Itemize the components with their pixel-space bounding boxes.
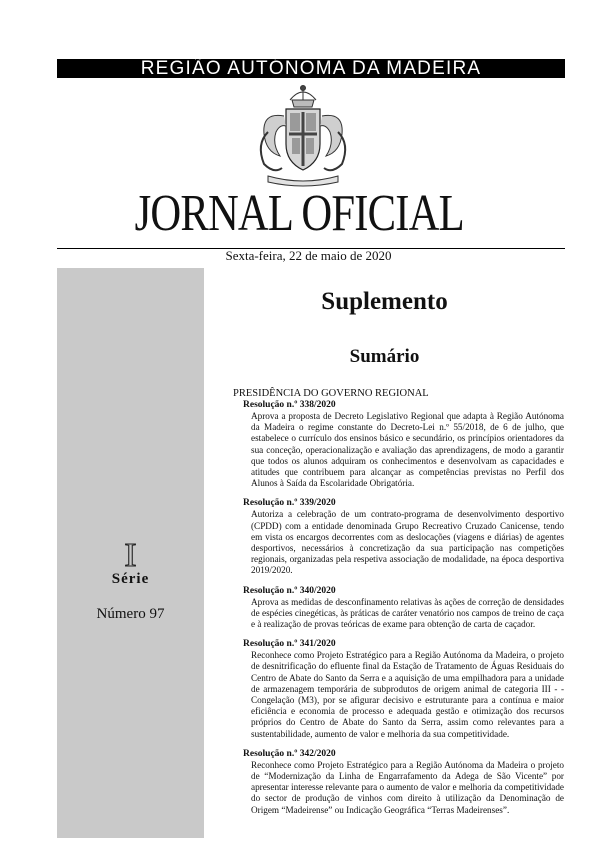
issue-number: Número 97 — [96, 606, 165, 622]
summary-entry — [243, 639, 564, 740]
summary-entry — [243, 749, 564, 816]
publication-date: Sexta-feira, 22 de maio de 2020 — [225, 248, 392, 263]
serie-number: I — [124, 537, 137, 574]
summary-heading: Sumário — [349, 346, 420, 367]
serie-label: Série — [111, 571, 150, 587]
section-heading: PRESIDÊNCIA DO GOVERNO REGIONAL — [233, 388, 429, 399]
entry-text: Reconhece como Projeto Estratégico para a Região Autónoma da Madeira o projeto de “Modernização da Linha de Engarrafamento da Adega de São Vicente” por apresentar interesse relevante para o aumento de valor e melhoria da competitividade do sector de produção de vinhos com direito à utilização da Denominação de Origem “Madeirense” ou Indicação Geográfica “Terras Madeirenses”. — [251, 759, 564, 815]
supplement-heading: Suplemento — [321, 288, 448, 315]
entry-title[interactable]: Resolução n.º 341/2020 — [243, 639, 336, 650]
summary-entry — [243, 400, 564, 489]
sidebar-panel — [57, 268, 204, 838]
summary-content — [233, 388, 564, 825]
region-banner: REGIÃO AUTÓNOMA DA MADEIRA — [57, 59, 565, 78]
entry-title[interactable]: Resolução n.º 340/2020 — [243, 585, 336, 596]
summary-entry — [243, 586, 564, 631]
entry-title[interactable]: Resolução n.º 338/2020 — [243, 400, 336, 410]
entry-text: Autoriza a celebração de um contrato-programa de desenvolvimento desportivo (CPDD) com a entidade denominada Grupo Recreativo Cruzado Canicense, tendo em vista os encargos decorrentes com as deslocações (viagens e diárias) de agentes desportivos, necessários à concretização da sua participação nas competições regionais, organizadas pela respetiva associação de modalidade, na época desportiva 2019/2020. — [251, 509, 564, 576]
summary-entry — [243, 498, 564, 576]
journal-title: JORNAL OFICIAL — [134, 185, 464, 242]
entry-title[interactable]: Resolução n.º 339/2020 — [243, 498, 336, 509]
madeira-coat-of-arms-icon — [250, 82, 356, 190]
entry-title[interactable]: Resolução n.º 342/2020 — [243, 748, 336, 759]
entry-text: Aprova a proposta de Decreto Legislativo Regional que adapta à Região Autónoma da Madeira o regime constante do Decreto-Lei n.º 55/2018, de 6 de julho, que estabelece o currículo dos ensinos básico e secundário, os princípios orientadores da sua conceção, operacionalização e avaliação das aprendizagens, de modo a garantir que todos os alunos adquiram os conhecimentos e desenvolvam as capacidades e atitudes que contribuem para alcançar as competências previstas no Perfil dos Alunos à Saída da Escolaridade Obrigatória. — [251, 411, 564, 489]
entry-text: Aprova as medidas de desconfinamento relativas às ações de correção de densidades de espécies cinegéticas, às práticas de caráter venatório nos campos de treino de caça e à realização de provas teóricas de exame para obtenção de carta de caçador. — [251, 596, 564, 630]
entry-text: Reconhece como Projeto Estratégico para a Região Autónoma da Madeira, o projeto de desnitrificação do efluente final da Estação de Tratamento de Águas Residuais do Centro de Abate do Santo da Serra e a aquisição de uma empilhadora para a unidade de armazenagem temporária de subprodutos de origem animal de categoria III - - Congelação (M3), por se afigurar decisivo e estruturante para a contínua e maior eficiência e economia de processo e adequada gestão e otimização dos recursos próprios do Centro de Abate do Santo da Serra, assim como relevantes para a sustentabilidade, aumento de valor e melhoria da sua competitividade. — [251, 650, 564, 739]
